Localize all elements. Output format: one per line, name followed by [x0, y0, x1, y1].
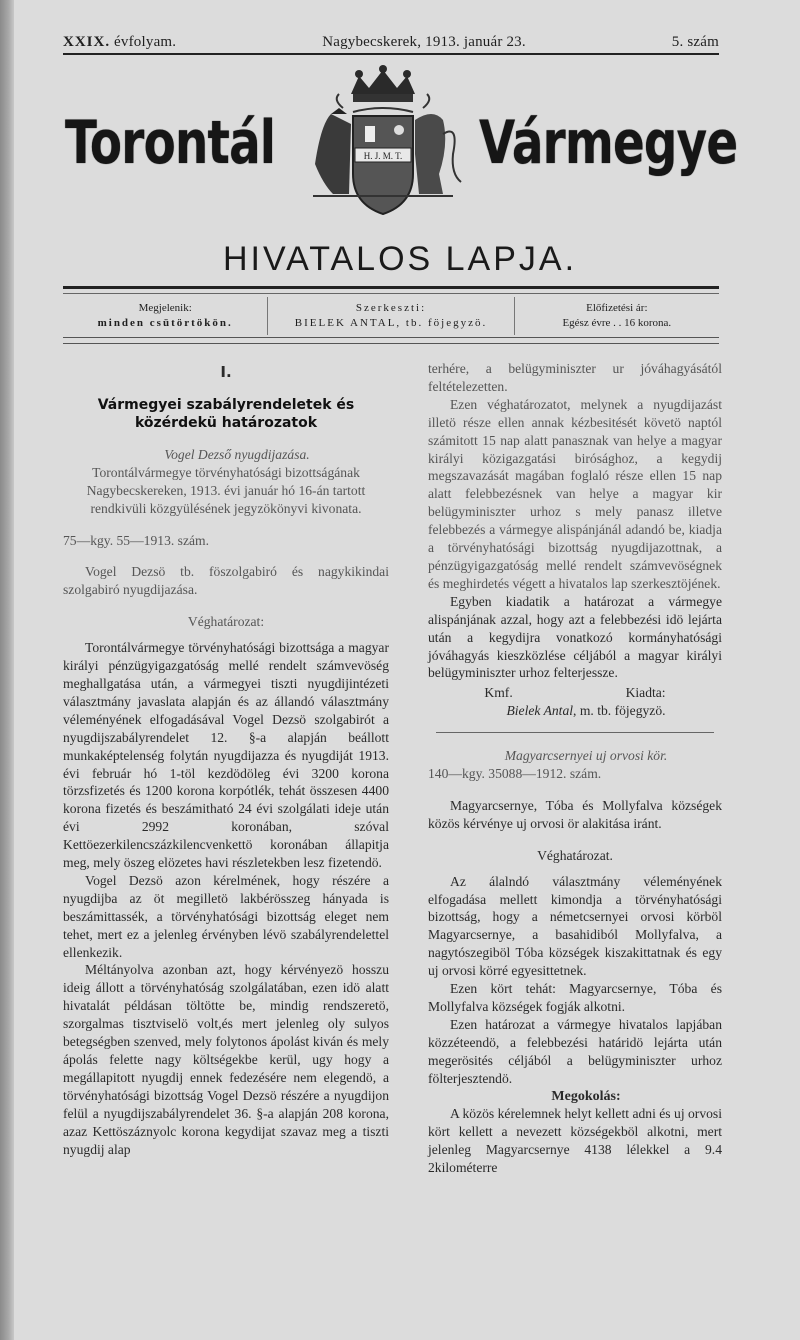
masthead-title-right: Vármegye: [479, 108, 738, 178]
editor-label: Szerkeszti:: [355, 302, 427, 314]
editor-info: [267, 297, 513, 335]
coat-of-arms-icon: [303, 64, 463, 224]
masthead-rule-thick: [63, 286, 719, 289]
section-number: I.: [220, 363, 232, 381]
signatory: [428, 702, 722, 720]
publication-info-bar: [63, 297, 719, 335]
volume-label: évfolyam.: [114, 34, 177, 50]
subscription-info: [514, 297, 719, 335]
paragraph: Torontálvármegye törvényhatósági bizottsága a magyar királyi pénzügyigazgatóság mellé rendelt számvevöség meghallgatása után, a vármegyei tiszti nyugdijintézeti választmány javaslata alapján és az állandó választmány véleményének elfogadásával Vogel Dezsö szolgabirót a nyugdijszabályrendelet 12. §-a alapján beállott munkaképtelenség folytán nyugdijazza és nyugdiját 1913. évi február hó 1-töl kezdödöleg évi 3200 korona törzsfizetés és 1200 korona korpótlék, tehát összesen 4400 korona fizetés és beszámitható 24 évi szolgálati ideje után évi 2992 koronában, szóval Kettöezerkilencszázkilencvenkettö koronában állapitja meg, mely öszeg elözetes havi részletekben lesz fizetendö.: [63, 640, 389, 871]
subscription-value: Egész évre . . 16 korona.: [562, 317, 672, 329]
issue-number: 5. szám: [671, 34, 719, 50]
published-value: minden csütörtökön.: [97, 317, 233, 329]
subscription-label: Előfizetési ár:: [586, 302, 648, 314]
paragraph: Ezen kört tehát: Magyarcsernye, Tóba és Mollyfalva községek fogják alkotni.: [428, 981, 722, 1014]
case-number: 75—kgy. 55—1913. szám.: [63, 532, 209, 548]
scan-edge-shadow: [0, 0, 14, 1340]
signature-kmf: Kmf.: [484, 685, 513, 701]
svg-text:H. J. M. T.: H. J. M. T.: [363, 151, 403, 161]
masthead-subtitle: HIVATALOS LAPJA.: [222, 240, 578, 278]
paragraph: Vogel Dezsö azon kérelmének, hogy részére a nyugdijba az öt megilletö lakbérösszeg hányada is beszámittassék, a törvényhatósági bizottság eleget nem tehet, mert ez a jelenleg érvényben lévö szabályrendelettel ellenkezik.: [63, 872, 389, 960]
article2-subject: Magyarcsernye, Tóba és Mollyfalva községek közös kérvénye uj orvosi ör alakitása iránt.: [428, 797, 722, 831]
article-subject: Vogel Dezsö tb. föszolgabiró és nagykikindai szolgabiró nyugdijazása.: [63, 564, 389, 598]
signatory-title: , m. tb. föjegyzö.: [573, 703, 666, 719]
volume-info: [63, 34, 176, 51]
volume-number: XXIX.: [63, 34, 111, 50]
published-label: Megjelenik:: [138, 302, 192, 314]
info-rule-bottom: [63, 343, 719, 344]
issue-header: [63, 34, 719, 51]
article-intro: Torontálvármegye törvényhatósági bizottságának Nagybecskereken, 1913. évi január hó 16-án tartott rendkivüli közgyülésének jegyzökönyvi kivonata.: [86, 464, 366, 516]
publication-schedule: [63, 297, 267, 335]
place-date: Nagybecskerek, 1913. január 23.: [322, 34, 526, 50]
paragraph: Az álalndó választmány véleményének elfogadása mellett kimondja a törvényhatósági bizottság, hogy a németcsernyei orvosi körböl Magyarcsernye, a basahidiból Mollyfalva, a nagytószegiböl Tóba községek kiszakittatnak és egy uj orvosi körré egyesittetnek.: [428, 873, 722, 979]
reasoning-heading: Megokolás:: [551, 1088, 621, 1104]
right-column: [428, 360, 722, 1177]
paragraph: Egyben kiadatik a határozat a vármegye alispánjának azzal, hogy azt a felebbezési idö lejárta után a kegydijra vonatkozó kormányhatósági jóváhagyás kieszközlése céljából a magyar királyi belügyminiszter urhoz felterjessze.: [428, 593, 722, 681]
continuation-text: terhére, a belügyminiszter ur jóváhagyásától feltételezetten.: [428, 361, 722, 394]
masthead: [63, 100, 738, 210]
info-rule-top: [63, 337, 719, 338]
article2-case-number: 140—kgy. 35088—1912. szám.: [428, 766, 602, 782]
article-title: Vogel Dezső nyugdijazása.: [164, 446, 310, 462]
paragraph: Méltányolva azonban azt, hogy kérvényezö hosszu ideig állott a törvényhatóság szolgálatában, ezen idö alatt hivatalát példásan töltötte be, mindig rendszeretö, szorgalmas tisztviselö volt,és mert jelenleg oly sulyos betegségben szenved, mely folytonos ápolást kiván és mely ápolás felette nagy költségekbe kerül, ugy hogy a megállapitott nyugdij ennek fedezésére nem elegendö, a törvényhatósági bizottság Vogel Dezsö részére a nyugdijon felül a nyugdijszabályrendelet 36. §-a alapján 208 korona, azaz Kettöszáznyolc korona kegydijat szavaz meg a tiszti nyugdij alap: [63, 962, 389, 1157]
paragraph: Ezen határozat a vármegye hivatalos lapjában közzéteendö, a felebbezési határidö lejárta után megerösités céljából a belügyminiszter urhoz fölterjesztendö.: [428, 1016, 722, 1086]
decision-heading: Véghatározat:: [187, 614, 265, 630]
signatory-name: Bielek Antal: [506, 703, 574, 719]
article2-decision-heading: Véghatározat.: [537, 847, 613, 863]
signature-issued: Kiadta:: [625, 685, 666, 701]
article-separator: [436, 732, 714, 733]
editor-value: BIELEK ANTAL, tb. föjegyzö.: [294, 317, 488, 329]
paragraph: A közös kérelemnek helyt kellett adni és uj orvosi kört kellett a nevezett községekböl alkotni, mert jelenleg Magyarcsernye 4138 lélekkel a 9.4 2kilométerre: [428, 1106, 722, 1176]
masthead-title-left: Torontál: [65, 108, 276, 178]
section-title: Vármegyei szabályrendeletek és közérdekü határozatok: [97, 396, 355, 431]
masthead-rule-thin: [63, 293, 719, 294]
left-column: [63, 360, 389, 1158]
signature-row: [428, 684, 722, 702]
article2-title: Magyarcsernyei uj orvosi kör.: [504, 748, 668, 764]
header-rule: [63, 53, 719, 55]
paragraph: Ezen véghatározatot, melynek a nyugdijazást illetö része ellen annak kézbesitését követö naptól számitott 15 nap alatt panasznak van helye a magyar királyi közigazgatási birósághoz, a kegydij megszavazását magában foglaló része ellen 15 nap alatt felebbezésnek van helye a magyar kir belügyminiszter urhoz s mely panasz illetve felebbezés a vármegye alispánjánál adandó be, kiadja a törvényhatósági bizottság nyugdijazottnak, a pénzügyigazgatóság mellé rendelt számvevöségnek és meghirdetés végett a hivatalos lap szerkesztöjének.: [428, 396, 722, 591]
